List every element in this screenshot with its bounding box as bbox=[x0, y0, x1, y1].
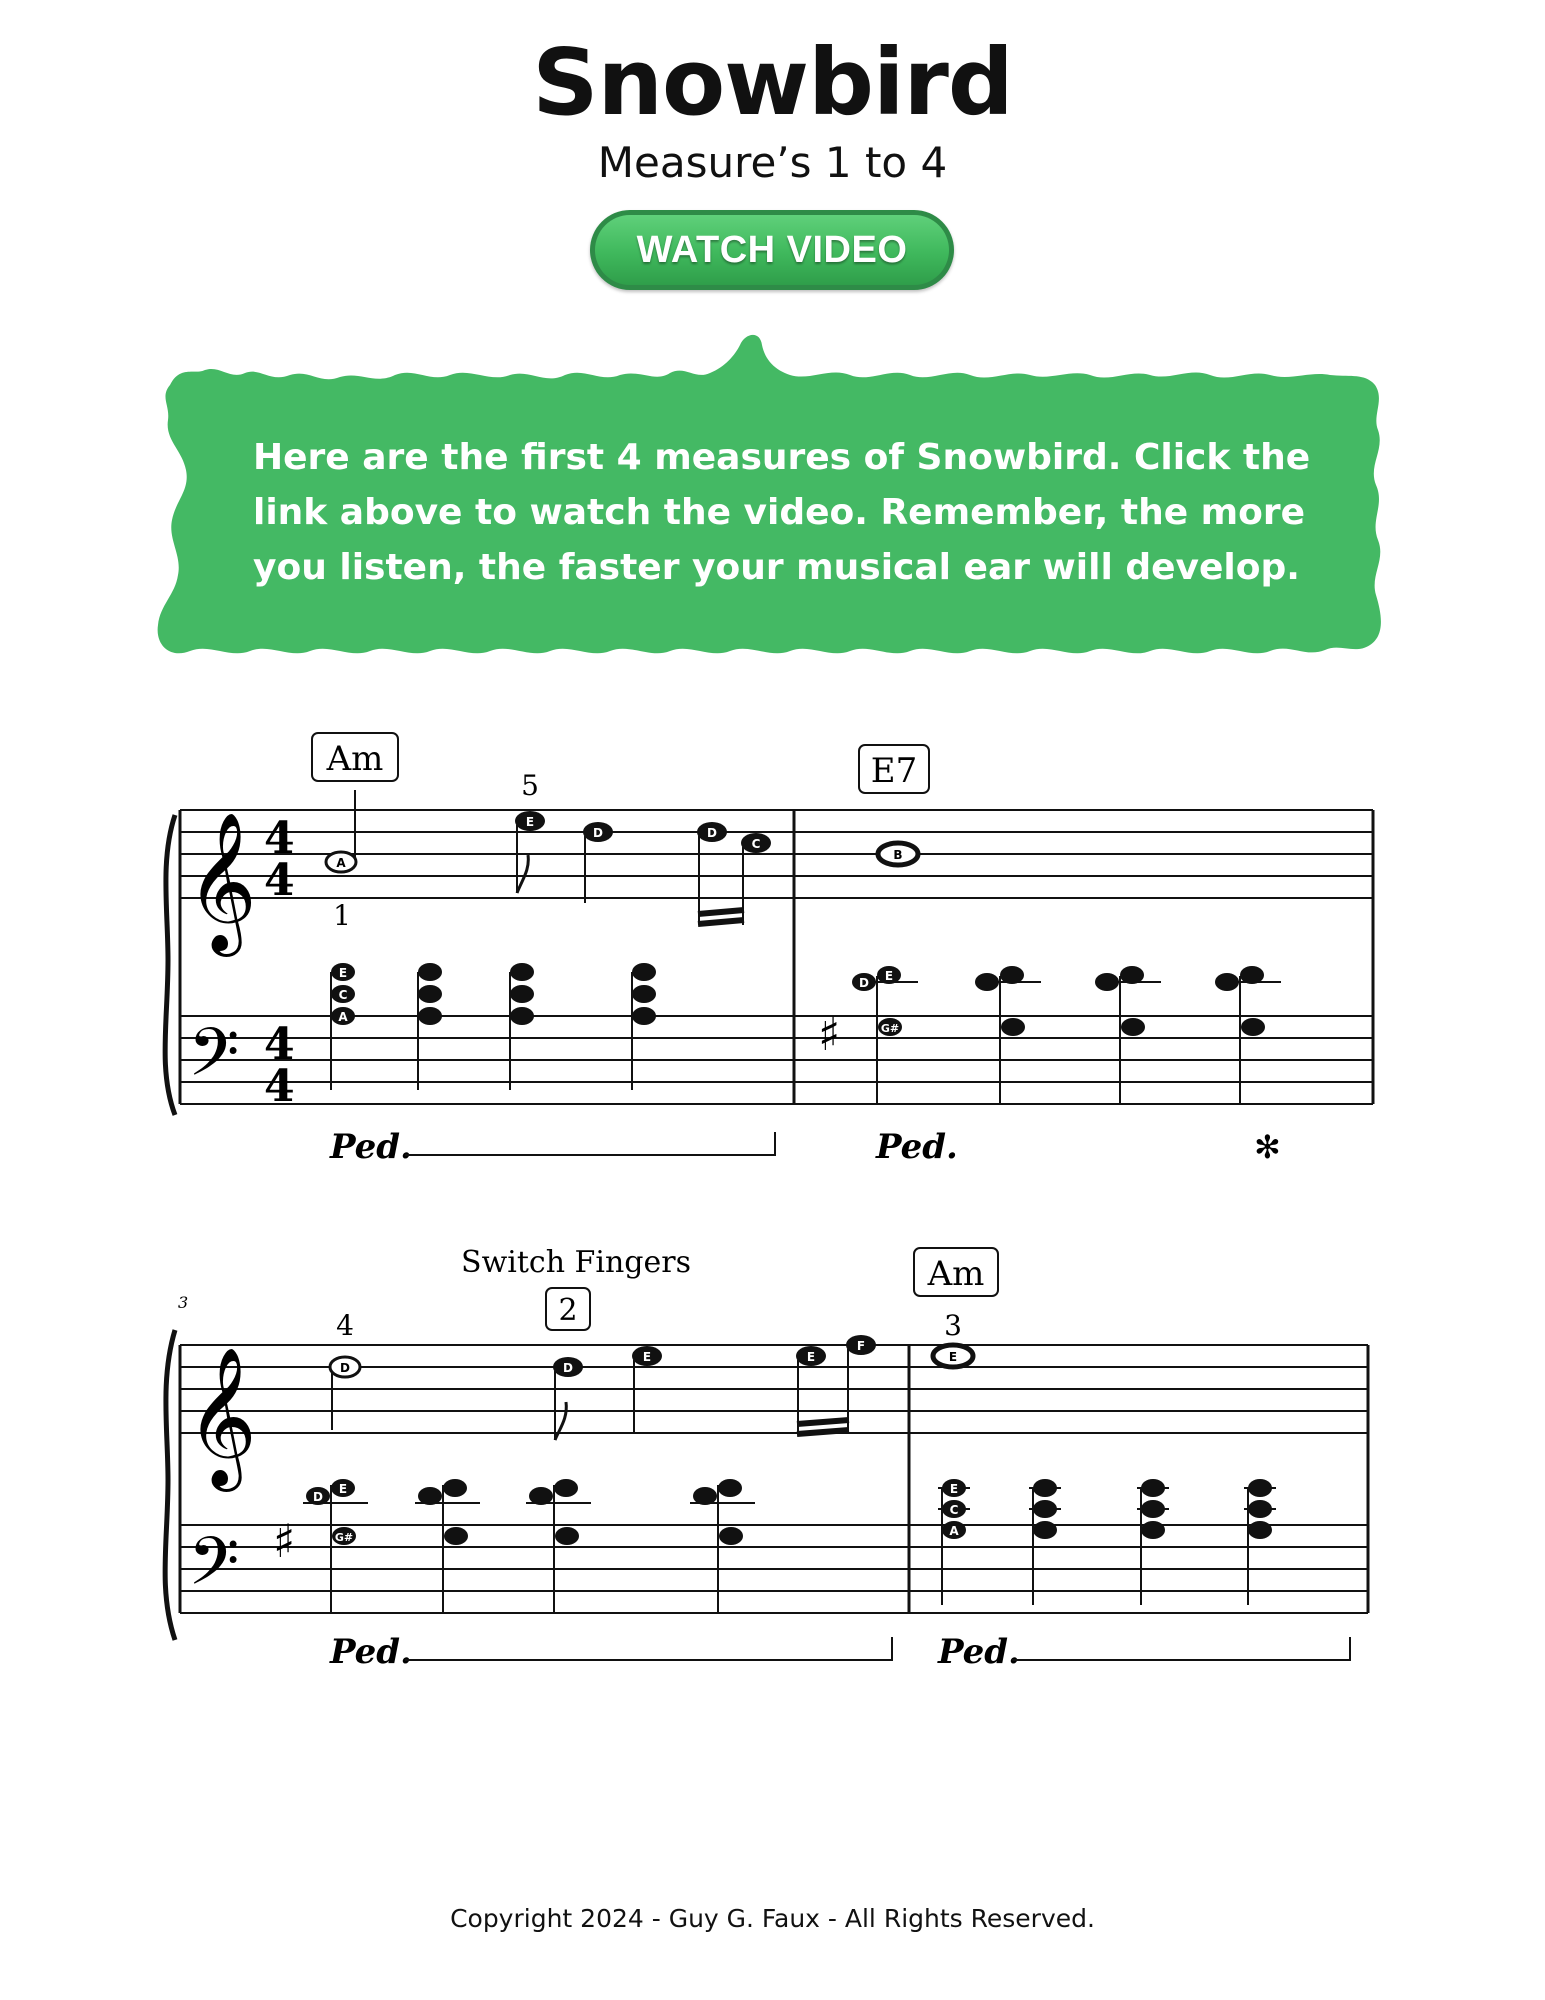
bass-clef-icon: 𝄢 bbox=[188, 1523, 240, 1616]
sixteenth-beams-2 bbox=[797, 1420, 849, 1434]
bass-chord-e7-3 bbox=[1095, 966, 1161, 1104]
svg-text:F: F bbox=[856, 1339, 866, 1353]
svg-text:B: B bbox=[893, 848, 903, 862]
pedal-line-1 bbox=[405, 1132, 775, 1155]
pedal-marking-4: Ped. bbox=[938, 1632, 1020, 1672]
svg-text:E: E bbox=[884, 969, 894, 983]
svg-text:C: C bbox=[949, 1503, 959, 1517]
system-1 bbox=[165, 733, 1373, 1167]
bass-chord-am-2 bbox=[418, 963, 442, 1090]
system-2 bbox=[165, 1245, 1368, 1672]
bass-chord-am-3 bbox=[510, 963, 534, 1090]
bass-chord-e7-4 bbox=[1215, 966, 1281, 1104]
page-subtitle: Measure’s 1 to 4 bbox=[597, 138, 948, 187]
treble-note-b-whole bbox=[878, 843, 918, 865]
svg-text:A: A bbox=[336, 856, 346, 870]
bass-time-sig-bottom: 4 bbox=[264, 1061, 295, 1112]
bass-chord-am-b bbox=[1029, 1479, 1061, 1605]
treble-note-e bbox=[515, 811, 545, 893]
fingering-1: 1 bbox=[333, 899, 351, 932]
time-sig-top: 4 bbox=[264, 813, 295, 864]
bass-chord-am-c bbox=[1137, 1479, 1169, 1605]
system-1-bass-staff-lines bbox=[180, 1016, 1373, 1104]
system-2-bass-staff-lines bbox=[180, 1525, 1368, 1613]
svg-text:D: D bbox=[593, 826, 603, 840]
svg-text:E: E bbox=[949, 1482, 959, 1496]
system-1-treble-staff-lines bbox=[180, 810, 1373, 898]
copyright-notice: Copyright 2024 - Guy G. Faux - All Rights Reserved. bbox=[450, 1904, 1095, 1933]
bass-chord-am-4 bbox=[632, 963, 656, 1090]
bass-chord-am-a bbox=[938, 1479, 970, 1605]
svg-text:A: A bbox=[949, 1524, 959, 1538]
svg-text:A: A bbox=[338, 1010, 348, 1024]
fingering-4: 4 bbox=[336, 1309, 354, 1342]
chord-label-e7: E7 bbox=[870, 751, 918, 791]
measure-number: 3 bbox=[178, 1293, 189, 1312]
svg-text:D: D bbox=[313, 1490, 323, 1504]
svg-text:D: D bbox=[340, 1361, 350, 1375]
fingering-2: 2 bbox=[558, 1293, 578, 1328]
svg-text:D: D bbox=[563, 1361, 573, 1375]
pedal-marking-3: Ped. bbox=[330, 1632, 412, 1672]
switch-fingers-annotation: Switch Fingers bbox=[461, 1245, 691, 1280]
pedal-line-4 bbox=[1012, 1637, 1350, 1660]
treble-note-c-sixteenth bbox=[741, 833, 771, 925]
svg-text:D: D bbox=[707, 826, 717, 840]
pedal-marking-2: Ped. bbox=[876, 1127, 958, 1167]
system-2-barlines bbox=[180, 1345, 1368, 1613]
svg-text:E: E bbox=[806, 1350, 816, 1364]
bass-time-sig-top: 4 bbox=[264, 1019, 295, 1070]
svg-text:G#: G# bbox=[880, 1022, 900, 1035]
treble-note-d-half bbox=[330, 1357, 360, 1430]
chord-label-am-2: Am bbox=[927, 1254, 985, 1294]
sixteenth-beams bbox=[698, 910, 744, 924]
treble-clef-icon: 𝄞 bbox=[186, 1347, 257, 1486]
svg-text:E: E bbox=[525, 815, 535, 829]
treble-note-d bbox=[583, 822, 613, 903]
bass-chord-am-1 bbox=[331, 963, 355, 1090]
time-sig-bottom: 4 bbox=[264, 855, 295, 906]
svg-text:G#: G# bbox=[334, 1531, 354, 1544]
pedal-marking-1: Ped. bbox=[330, 1127, 412, 1167]
svg-text:E: E bbox=[338, 966, 348, 980]
watch-video-label: WATCH VIDEO bbox=[636, 228, 908, 271]
svg-text:D: D bbox=[859, 976, 869, 990]
bass-clef-icon: 𝄢 bbox=[188, 1014, 240, 1107]
svg-text:E: E bbox=[642, 1350, 652, 1364]
system-2-brace bbox=[165, 1330, 175, 1640]
bass-chord-e7-2 bbox=[975, 966, 1041, 1104]
treble-note-e-whole bbox=[933, 1345, 973, 1367]
pedal-line-3 bbox=[405, 1637, 892, 1660]
treble-clef-icon: 𝄞 bbox=[186, 812, 257, 951]
treble-note-f-sixteenth bbox=[846, 1335, 876, 1432]
svg-text:E: E bbox=[338, 1482, 348, 1496]
page-title: Snowbird bbox=[532, 29, 1013, 136]
system-1-brace bbox=[165, 815, 175, 1115]
sharp-icon: ♯ bbox=[818, 1007, 841, 1061]
bass-chord-am-d bbox=[1244, 1479, 1276, 1605]
treble-note-d-eighth bbox=[553, 1357, 583, 1440]
chord-label-am: Am bbox=[326, 739, 384, 779]
svg-text:C: C bbox=[751, 837, 761, 851]
pedal-release-icon: ✻ bbox=[1254, 1128, 1281, 1166]
svg-text:C: C bbox=[338, 988, 348, 1002]
callout-text: Here are the first 4 measures of Snowbird. Click the link above to watch the video. Remember, the more you listen, the faster your musical ear will develop. bbox=[253, 437, 1311, 588]
bass-chord-e7-1 bbox=[852, 966, 918, 1104]
sharp-icon: ♯ bbox=[273, 1514, 296, 1568]
fingering-3: 3 bbox=[944, 1309, 962, 1342]
fingering-5: 5 bbox=[521, 769, 539, 802]
system-2-treble-staff-lines bbox=[180, 1345, 1368, 1433]
svg-text:E: E bbox=[948, 1350, 958, 1364]
